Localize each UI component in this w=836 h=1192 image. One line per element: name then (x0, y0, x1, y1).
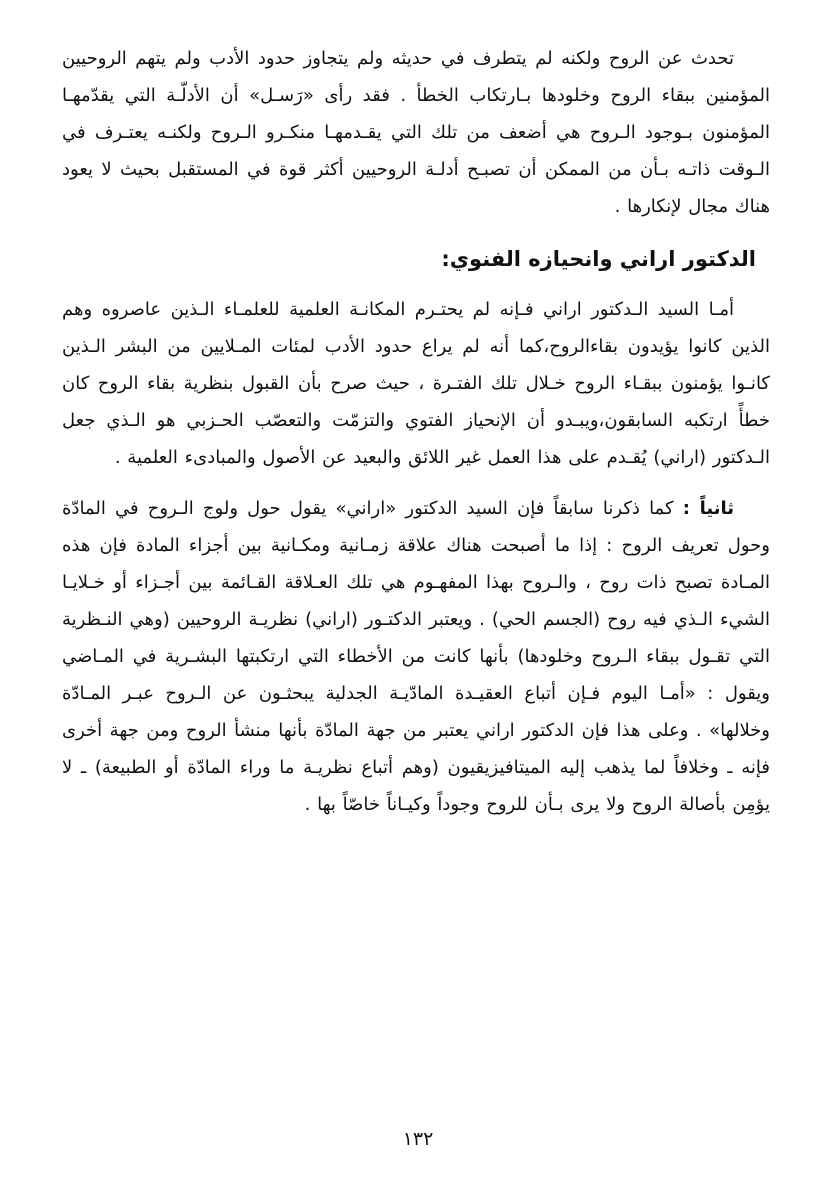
page-number: ١٣٢ (402, 1128, 434, 1150)
paragraph-lead-word: ثانياً : (682, 498, 734, 519)
body-paragraph: ثانياً : كما ذكرنا سابقاً فإن السيد الدكتور «اراني» يقول حول ولوج الـروح في المادّة وحول تعريف الروح : إذا ما أصبحت هناك علاقة زمـانية ومكـانية بين أجزاء المادة فإن هذه المـادة تصبح ذات روح ، والـروح بهذا المفهـوم هي تلك العـلاقة القـائمة بين أجـزاء أو خـلايـا الشيء الـذي فيه روح (الجسم الحي) . ويعتبر الدكتـور (اراني) نظريـة الروحيين (وهي النـظرية التي تقـول ببقاء الـروح وخلودها) بأنها كانت من الأخطاء التي ارتكبتها البشـرية في المـاضي ويقول : «أمـا اليوم فـإن أتباع العقيـدة المادّيـة الجدلية يبحثـون عن الـروح عبـر المـادّة وخلالها» . وعلى هذا فإن الدكتور اراني يعتبر من جهة المادّة بأنها منشأ الروح ومن جهة أخرى فإنه ـ وخلافاً لما يذهب إليه الميتافيزيقيون (وهم أتباع نظريـة ما وراء المادّة أو الطبيعة) ـ لا يؤمِن بأصالة الروح ولا يرى بـأن للروح وجوداً وكيـاناً خاصّاً بها . (62, 498, 770, 815)
section-heading: الدكتور اراني وانحيازه الفنوي: (441, 247, 756, 271)
body-paragraph: تحدث عن الروح ولكنه لم يتطرف في حديثه ولم يتجاوز حدود الأدب ولم يتهم الروحيين المؤمنين ببقاء الروح وخلودها بـارتكاب الخطأ . فقد رأى «رَسـل» أن الأدلّـة التي يقدّمهـا المؤمنون بـوجود الـروح هي أضعف من تلك التي يقـدمهـا منكـرو الـروح ولكنـه يعتـرف في الـوقت ذاتـه بـأن من الممكن أن تصبـح أدلـة الروحيين أكثر قوة في المستقبل بحيث لا يعود هناك مجال لإنكارها . (62, 48, 770, 217)
text-block (62, 40, 770, 837)
body-paragraph: أمـا السيد الـدكتور اراني فـإنه لم يحتـرم المكانـة العلمية للعلمـاء الـذين عاصروه وهم الذين كانوا يؤيدون بقاءالروح،كما أنه لم يراع حدود الأدب لمئات المـلايين من البشر الـذين كانـوا يؤمنون ببقـاء الروح خـلال تلك الفتـرة ، حيث صرح بأن القبول بنظرية بقاء الروح كان خطأً ارتكبه السابقون،ويبـدو أن الإنحياز الفتوي والتزمّت والتعصّب الحـزبي هو الـذي جعل الـدكتور (اراني) يُقـدم على هذا العمل غير اللائق والبعيد عن الأصول والمبادىء العلمية . (62, 299, 770, 468)
